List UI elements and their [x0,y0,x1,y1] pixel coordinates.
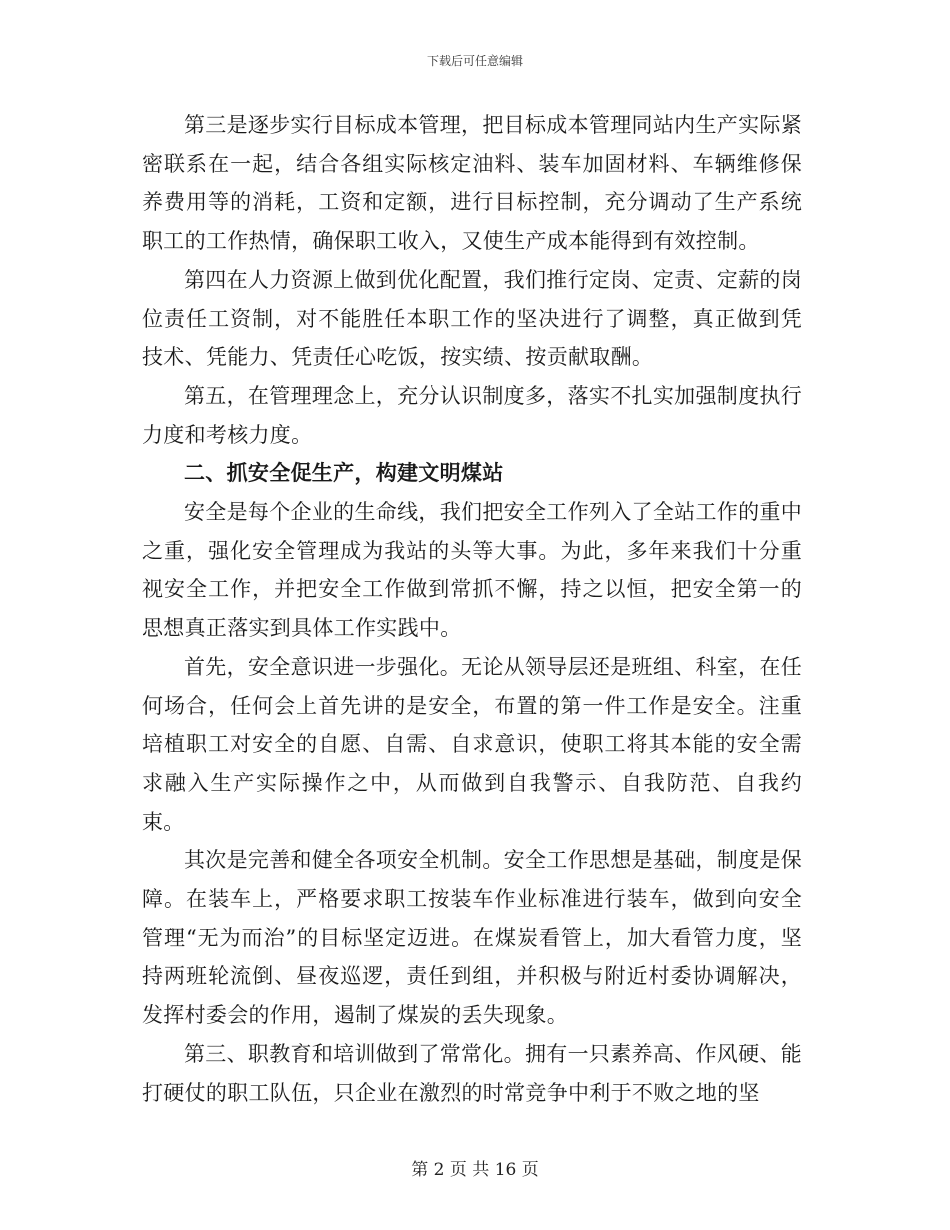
paragraph-safety-lifeline: 安全是每个企业的生命线，我们把安全工作列入了全站工作的重中之重，强化安全管理成为我站的头等大事。为此，多年来我们十分重视安全工作，并把安全工作做到常抓不懈，持之以恒，把安全第一的思想真正落实到具体工作实践中。 [142,500,802,641]
paragraph-safety-awareness: 首先，安全意识进一步强化。无论从领导层还是班组、科室，在任何场合，任何会上首先讲的是安全，布置的第一件工作是安全。注重培植职工对安全的自愿、自需、自求意识，使职工将其本能的安全需求融入生产实际操作之中，从而做到自我警示、自我防范、自我约束。 [142,654,802,834]
paragraph-human-resources: 第四在人力资源上做到优化配置，我们推行定岗、定责、定薪的岗位责任工资制，对不能胜任本职工作的坚决进行了调整，真正做到凭技术、凭能力、凭责任心吃饭，按实绩、按贡献取酬。 [142,267,802,370]
paragraph-management-concept: 第五，在管理理念上，充分认识制度多，落实不扎实加强制度执行力度和考核力度。 [142,383,802,447]
page-header-note: 下载后可任意编辑 [426,54,523,68]
section-heading-safety: 二、抓安全促生产，构建文明煤站 [184,461,504,486]
paragraph-target-cost: 第三是逐步实行目标成本管理，把目标成本管理同站内生产实际紧密联系在一起，结合各组实际核定油料、装车加固材料、车辆维修保养费用等的消耗，工资和定额，进行目标控制，充分调动了生产系统职工的工作热情，确保职工收入，又使生产成本能得到有效控制。 [142,113,802,254]
paragraph-training: 第三、职教育和培训做到了常常化。拥有一只素养高、作风硬、能打硬仗的职工队伍，只企业在激烈的时常竞争中利于不败之地的坚 [142,1041,802,1105]
page-number-footer: 第 2 页 共 16 页 [411,1160,539,1180]
document-body [142,106,802,1112]
paragraph-safety-mechanisms: 其次是完善和健全各项安全机制。安全工作思想是基础，制度是保障。在装车上，严格要求职工按装车作业标准进行装车，做到向安全管理“无为而治”的目标坚定迈进。在煤炭看管上，加大看管力度，坚持两班轮流倒、昼夜巡逻，责任到组，并积极与附近村委协调解决，发挥村委会的作用，遏制了煤炭的丢失现象。 [142,848,802,1028]
